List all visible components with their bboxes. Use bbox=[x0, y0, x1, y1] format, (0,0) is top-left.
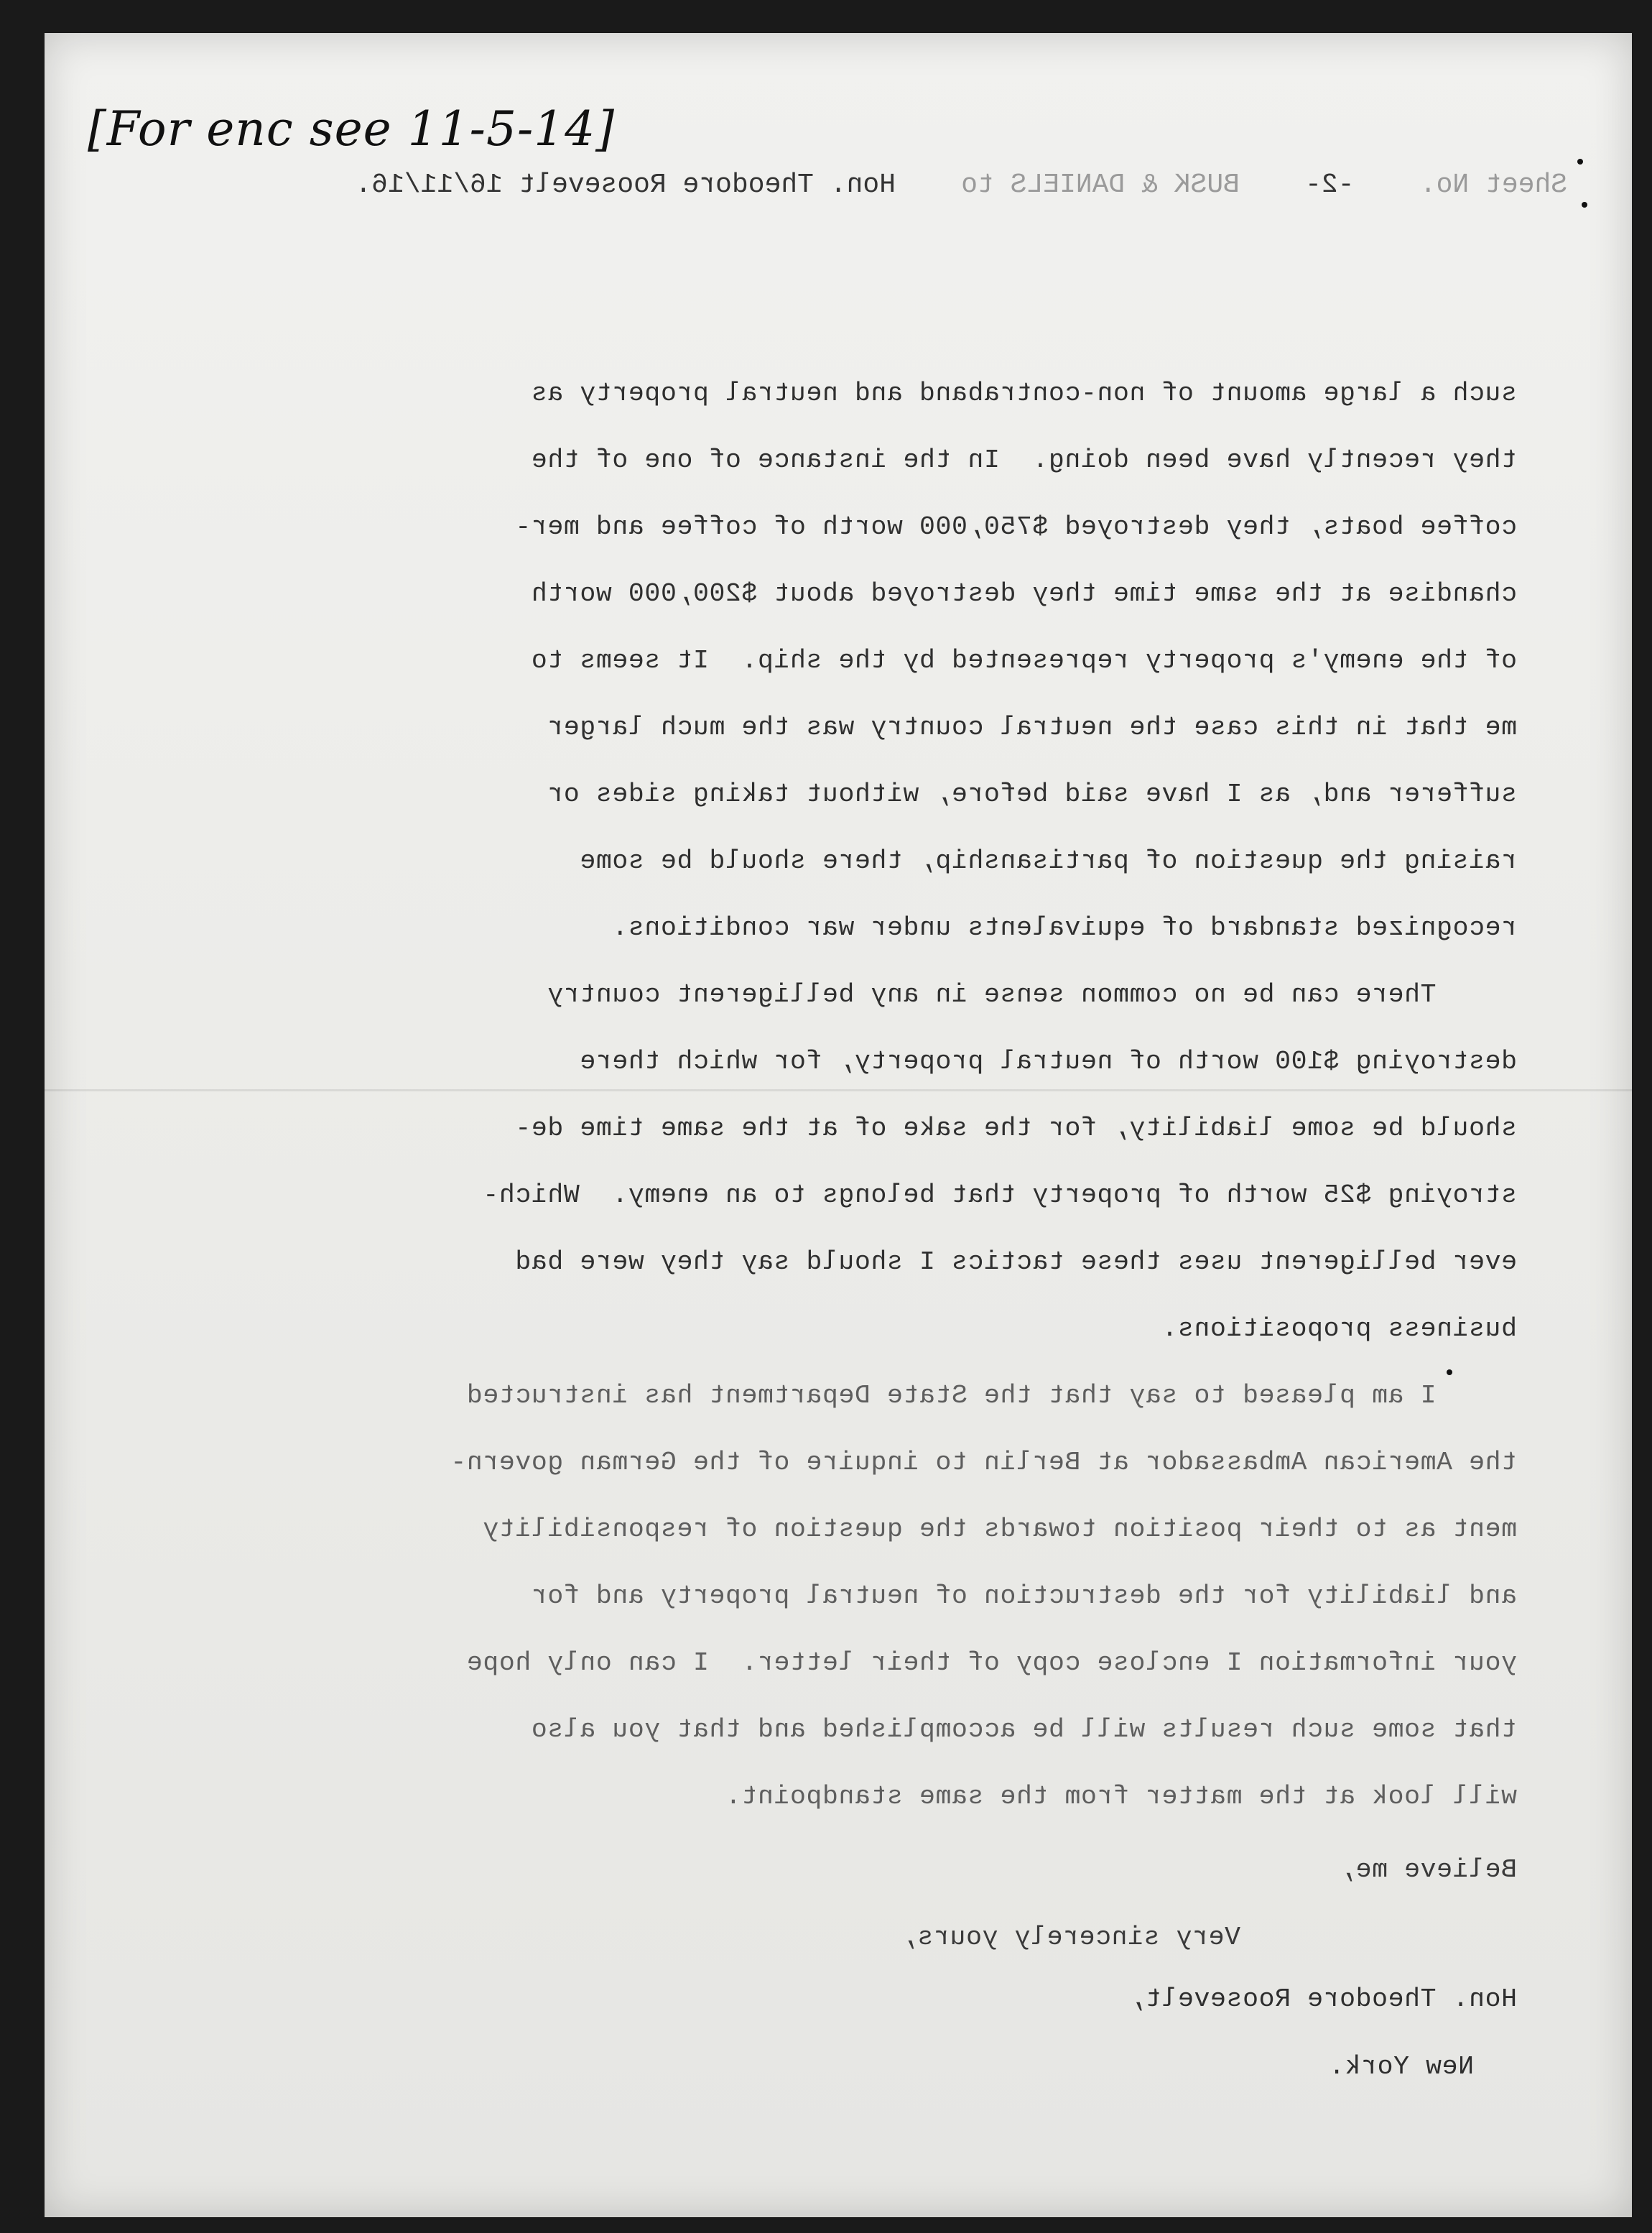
recipient-address bbox=[260, 1966, 1517, 2101]
body-line: destroying $100 worth of neutral property, for which there bbox=[579, 1047, 1517, 1076]
letter-date: 16/11/16. bbox=[355, 170, 503, 200]
body-line: the American Ambassador at Berlin to inquire of the German govern- bbox=[450, 1448, 1517, 1477]
page-marker: -2- bbox=[1305, 170, 1355, 200]
body-line: There can be no common sense in any belligerent country bbox=[547, 980, 1517, 1009]
body-line: recognized standard of equivalents under war conditions. bbox=[611, 913, 1517, 943]
body-line: stroying $25 worth of property that belongs to an enemy. Which- bbox=[482, 1180, 1517, 1210]
body-line: business propositions. bbox=[1161, 1314, 1517, 1344]
body-line: me that in this case the neutral country was the much larger bbox=[547, 713, 1517, 742]
body-line: such a large amount of non-contraband and neutral property as bbox=[531, 379, 1517, 408]
body-line: and liability for the destruction of neutral property and for bbox=[531, 1581, 1517, 1611]
body-line: chandise at the same time they destroyed about $200,000 worth bbox=[531, 579, 1517, 609]
closing-believe: Believe me, bbox=[1339, 1855, 1517, 1885]
firm-name: BUSK & DANIELS bbox=[1010, 170, 1240, 200]
handwritten-annotation: [For enc see 11-5-14] bbox=[88, 101, 615, 157]
closing-sincerely: Very sincerely yours, bbox=[901, 1923, 1240, 1952]
body-line: of the enemy's property represented by the ship. It seems to bbox=[531, 646, 1517, 675]
letter-header bbox=[224, 170, 1567, 200]
ink-dot bbox=[1582, 202, 1587, 208]
body-line: raising the question of partisanship, there should be some bbox=[579, 846, 1517, 876]
sheet-label: Sheet No. bbox=[1419, 170, 1567, 200]
body-line: they recently have been doing. In the instance of one of the bbox=[531, 445, 1517, 475]
letter-body bbox=[260, 360, 1517, 1830]
body-line: coffee boats, they destroyed $750,000 worth of coffee and mer- bbox=[514, 512, 1517, 542]
body-line: will look at the matter from the same standpoint. bbox=[725, 1782, 1517, 1811]
body-line: your information I enclose copy of their letter. I can only hope bbox=[466, 1648, 1517, 1678]
ink-dot bbox=[1577, 159, 1583, 165]
body-line: ever belligerent uses these tactics I should say they were bad bbox=[514, 1247, 1517, 1277]
body-line: that some such results will be accomplished and that you also bbox=[531, 1715, 1517, 1744]
recipient-name: Hon. Theodore Roosevelt bbox=[519, 170, 896, 200]
body-line: sufferer and, as I have said before, without taking sides or bbox=[547, 780, 1517, 809]
body-line: ment as to their position towards the question of responsibility bbox=[482, 1515, 1517, 1544]
letter-closing bbox=[260, 1836, 1517, 1971]
ink-dot bbox=[1447, 1369, 1452, 1375]
body-line: I am pleased to say that the State Department has instructed bbox=[466, 1381, 1517, 1410]
to-word: to bbox=[961, 170, 994, 200]
letter-page bbox=[45, 33, 1632, 2217]
address-city: New York. bbox=[1328, 2052, 1474, 2081]
body-line: should be some liability, for the sake of at the same time de- bbox=[514, 1114, 1517, 1143]
address-name: Hon. Theodore Roosevelt, bbox=[1128, 1984, 1517, 2014]
